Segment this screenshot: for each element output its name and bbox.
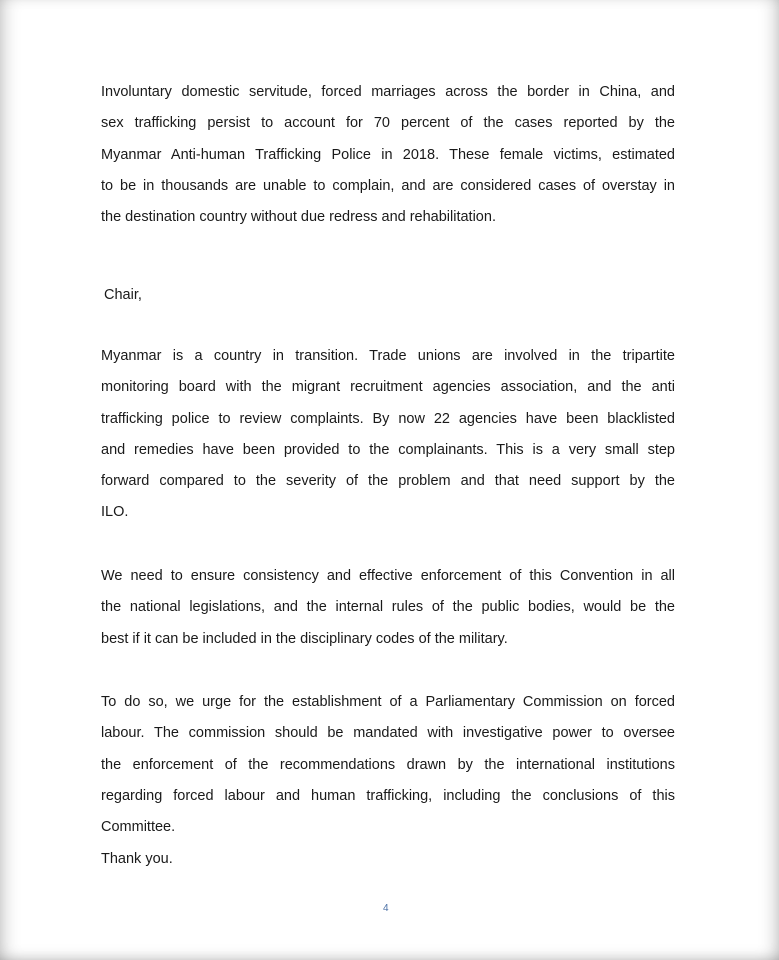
text-line: to be in thousands are unable to complain, and are considered cases of overstay in <box>101 177 675 194</box>
text-line: We need to ensure consistency and effective enforcement of this Convention in all <box>101 568 675 584</box>
text-line: the enforcement of the recommendations drawn by the international institutions <box>101 756 675 773</box>
text-line: and remedies have been provided to the complainants. This is a very small step <box>101 441 675 458</box>
text-line: sex trafficking persist to account for 70 percent of the cases reported by the <box>101 115 675 132</box>
text-line: monitoring board with the migrant recruitment agencies association, and the anti <box>101 379 675 396</box>
text-line: ILO. <box>101 504 129 521</box>
page-number: 4 <box>383 903 389 914</box>
paragraph-trafficking <box>101 77 675 233</box>
text-line: Involuntary domestic servitude, forced marriages across the border in China, and <box>101 84 675 100</box>
paragraph-transition <box>101 341 675 529</box>
paragraph-enforcement <box>101 561 675 655</box>
salutation: Chair, <box>104 287 142 303</box>
text-line: trafficking police to review complaints. By now 22 agencies have been blacklisted <box>101 410 675 427</box>
closing-text: Thank you. <box>101 851 173 867</box>
text-line: Committee. <box>101 819 176 836</box>
text-line: the national legislations, and the internal rules of the public bodies, would be the <box>101 599 675 616</box>
text-line: Myanmar is a country in transition. Trade unions are involved in the tripartite <box>101 348 675 364</box>
text-line: forward compared to the severity of the problem and that need support by the <box>101 473 675 490</box>
text-line: Myanmar Anti-human Trafficking Police in 2018. These female victims, estimated <box>101 146 675 163</box>
text-line: the destination country without due redress and rehabilitation. <box>101 209 496 226</box>
text-line: To do so, we urge for the establishment of a Parliamentary Commission on forced <box>101 694 675 710</box>
paragraph-commission <box>101 687 675 843</box>
text-line: best if it can be included in the disciplinary codes of the military. <box>101 630 508 647</box>
text-line: regarding forced labour and human trafficking, including the conclusions of this <box>101 787 675 804</box>
text-line: labour. The commission should be mandated with investigative power to oversee <box>101 725 675 742</box>
